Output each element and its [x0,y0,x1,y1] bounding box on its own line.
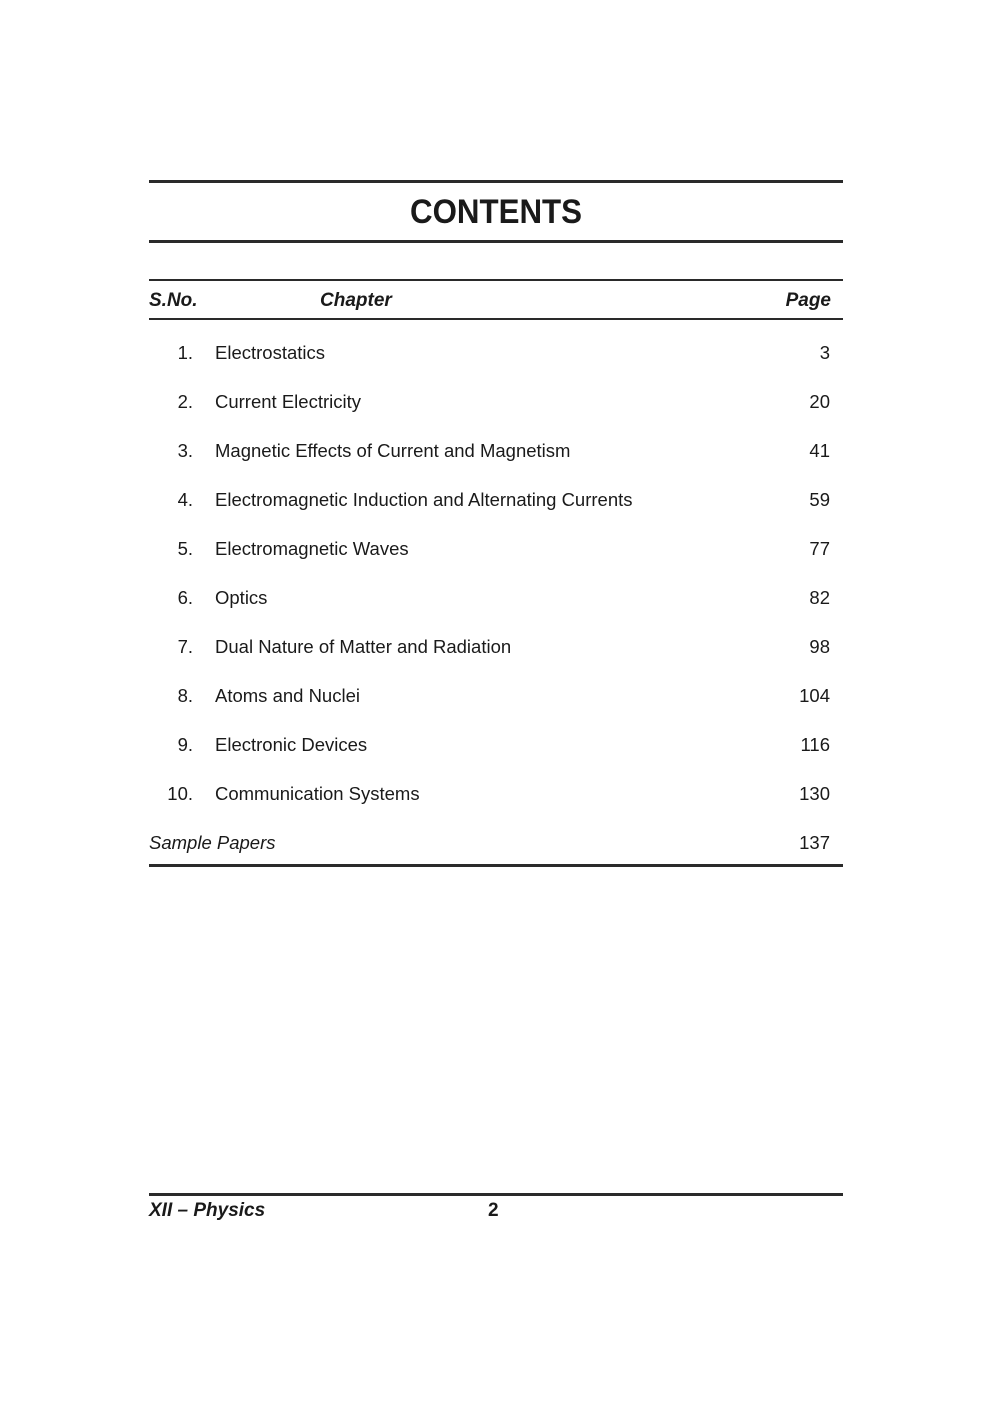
chapter-page: 98 [809,636,830,657]
chapter-title: Current Electricity [215,391,361,412]
row-number: 4. [177,489,193,510]
table-row [149,489,843,519]
header-bottom-rule [149,318,843,320]
table-bottom-rule [149,864,843,867]
chapter-page: 104 [799,685,830,706]
table-row [149,538,843,568]
header-sno: S.No. [149,290,198,311]
chapter-title: Electromagnetic Induction and Alternating Currents [215,489,633,510]
row-number: 9. [177,734,193,755]
chapter-page: 41 [809,440,830,461]
table-row [149,685,843,715]
row-number: 3. [177,440,193,461]
chapter-page: 130 [799,783,830,804]
page-title: CONTENTS [409,193,583,231]
table-row [149,342,843,372]
chapter-page: 82 [809,587,830,608]
row-number: 7. [177,636,193,657]
row-number: 1. [177,342,193,363]
chapter-title: Atoms and Nuclei [215,685,360,706]
title-bottom-rule [149,240,843,243]
chapter-title: Magnetic Effects of Current and Magnetism [215,440,571,461]
chapter-page: 3 [819,342,830,363]
row-number: 5. [177,538,193,559]
chapter-title: Electromagnetic Waves [215,538,409,559]
row-number: 10. [167,783,193,804]
row-number: 8. [177,685,193,706]
table-row [149,391,843,421]
chapter-page: 116 [800,734,830,755]
sample-papers-label: Sample Papers [149,832,276,853]
table-row [149,734,843,764]
sample-papers-row [149,832,843,862]
header-page: Page [785,290,831,311]
table-row [149,440,843,470]
table-row [149,587,843,617]
chapter-page: 20 [809,391,830,412]
chapter-title: Optics [215,587,268,608]
row-number: 2. [177,391,193,412]
chapter-title: Electronic Devices [215,734,368,755]
chapter-page: 59 [809,489,830,510]
table-row [149,783,843,813]
table-row [149,636,843,666]
chapter-page: 77 [809,538,830,559]
top-rule [149,180,843,183]
footer-rule [149,1193,843,1196]
sample-papers-page: 137 [799,832,830,853]
chapter-title: Communication Systems [215,783,420,804]
row-number: 6. [177,587,193,608]
page-number: 2 [488,1200,499,1221]
chapter-title: Dual Nature of Matter and Radiation [215,636,512,657]
table-top-rule [149,279,843,281]
header-chapter: Chapter [320,290,392,311]
footer-title: XII – Physics [149,1200,266,1221]
chapter-title: Electrostatics [215,342,326,363]
